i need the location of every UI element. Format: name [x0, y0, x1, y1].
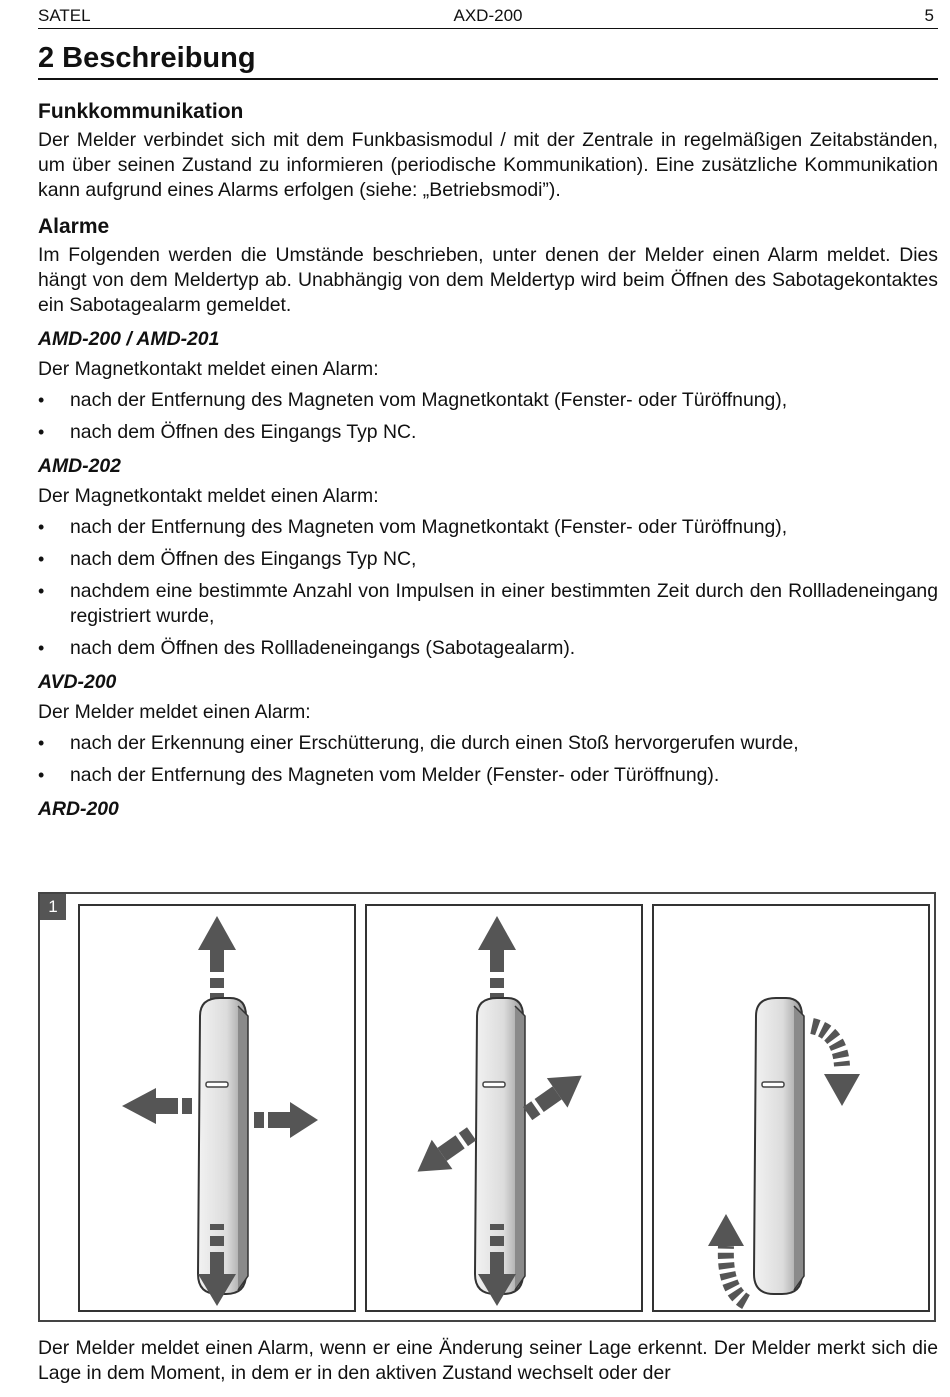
- header-page-number: 5: [924, 6, 934, 25]
- list-item: • nachdem eine bestimmte Anzahl von Impulsen in einer bestimmten Zeit durch den Rollladeneingang registriert wurde,: [38, 579, 938, 629]
- detector-rotation-arrows-illustration: [654, 906, 928, 1310]
- detector-axis-arrows-illustration: [80, 906, 354, 1310]
- list-item: • nach dem Öffnen des Eingangs Typ NC.: [38, 420, 938, 445]
- subsection-intro-avd200: Der Melder meldet einen Alarm:: [38, 701, 311, 723]
- list-item: • nach der Erkennung einer Erschütterung, die durch einen Stoß hervorgerufen wurde,: [38, 731, 938, 756]
- chapter-title: 2 Beschreibung: [38, 42, 938, 80]
- continuation-text: [38, 1336, 938, 1386]
- running-header: [38, 6, 938, 29]
- bullet-list-amd202: [38, 515, 938, 661]
- subsection-title-amd200: AMD-200 / AMD-201: [38, 328, 220, 350]
- list-item: • nach dem Öffnen des Rollladeneingangs (Sabotagealarm).: [38, 636, 938, 661]
- figure-panel-rotation: [652, 904, 930, 1312]
- figure-detector-movements: [38, 892, 936, 1322]
- paragraph-ard200-description: Der Melder meldet einen Alarm, wenn er eine Änderung seiner Lage erkennt. Der Melder merkt sich die Lage in dem Moment, in dem er in den aktiven Zustand wechselt oder der: [38, 1337, 938, 1384]
- section-title-alarme: Alarme: [38, 215, 110, 238]
- subsection-intro-amd200: Der Magnetkontakt meldet einen Alarm:: [38, 358, 379, 380]
- subsection-intro-amd202: Der Magnetkontakt meldet einen Alarm:: [38, 485, 379, 507]
- subsection-title-ard200: ARD-200: [38, 798, 119, 820]
- section-text-alarme: Im Folgenden werden die Umstände beschrieben, unter denen der Melder einen Alarm meldet. Dies hängt von dem Meldertyp ab. Unabhängig von dem Meldertyp wird beim Öffnen des Sabotagekontaktes ein Sabotagealarm gemeldet.: [38, 244, 938, 316]
- header-brand: SATEL: [38, 6, 91, 25]
- header-product: AXD-200: [453, 6, 523, 25]
- bullet-list-avd200: [38, 731, 938, 788]
- bullet-list-amd200: [38, 388, 938, 445]
- list-item: • nach der Entfernung des Magneten vom Magnetkontakt (Fenster- oder Türöffnung),: [38, 515, 938, 540]
- subsection-title-amd202: AMD-202: [38, 455, 121, 477]
- figure-number: 1: [40, 894, 66, 920]
- list-item: • nach der Entfernung des Magneten vom Melder (Fenster- oder Türöffnung).: [38, 763, 938, 788]
- figure-panel-axis-movement: [78, 904, 356, 1312]
- list-item: • nach der Entfernung des Magneten vom Magnetkontakt (Fenster- oder Türöffnung),: [38, 388, 938, 413]
- section-text-funkkommunikation: Der Melder verbindet sich mit dem Funkbasismodul / mit der Zentrale in regelmäßigen Zeitabständen, um über seinen Zustand zu informieren (periodische Kommunikation). Eine zusätzliche Kommunikation kann aufgrund eines Alarms erfolgen (siehe: „Betriebsmodi”).: [38, 129, 938, 201]
- subsection-title-avd200: AVD-200: [38, 671, 117, 693]
- detector-diagonal-arrows-illustration: [367, 906, 641, 1310]
- main-content: [38, 100, 938, 827]
- section-title-funkkommunikation: Funkkommunikation: [38, 100, 244, 123]
- list-item: • nach dem Öffnen des Eingangs Typ NC,: [38, 547, 938, 572]
- figure-panel-diagonal-movement: [365, 904, 643, 1312]
